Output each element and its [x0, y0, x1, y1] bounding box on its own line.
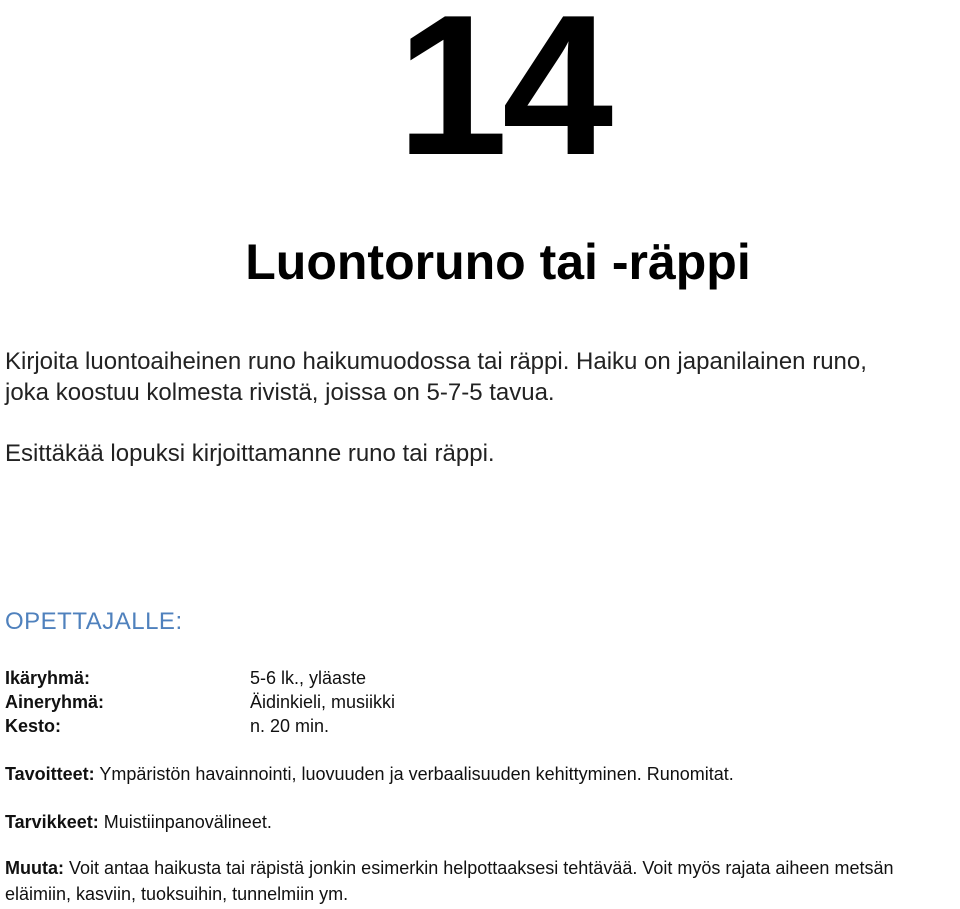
instructions-line-2: joka koostuu kolmesta rivistä, joissa on 5-7-5 tavua. — [5, 379, 555, 406]
instructions — [5, 346, 960, 408]
info-label: Ikäryhmä: — [5, 668, 91, 688]
other-label: Muuta: — [5, 858, 64, 878]
materials-label: Tarvikkeet: — [5, 812, 99, 832]
info-row-duration — [5, 714, 395, 738]
other-value: Voit antaa haikusta tai räpistä jonkin esimerkin helpottaaksesi tehtävää. Voit myös rajata aiheen metsän eläimiin, kasviin, tuoksuihin, tunnelmiin ym. — [5, 858, 894, 904]
goals-paragraph — [5, 761, 960, 787]
presentation-instruction: Esittäkää lopuksi kirjoittamanne runo tai räppi. — [5, 440, 495, 467]
instructions-line-1: Kirjoita luontoaiheinen runo haikumuodossa tai räppi. Haiku on japanilainen runo, — [5, 348, 867, 375]
info-row-subject-group — [5, 690, 395, 714]
info-value: Äidinkieli, musiikki — [250, 692, 396, 712]
info-row-age-group — [5, 666, 395, 690]
info-label: Aineryhmä: — [5, 692, 105, 712]
teacher-section-heading: OPETTAJALLE: — [5, 608, 183, 635]
teacher-info-table — [5, 666, 395, 738]
other-paragraph — [5, 855, 960, 907]
info-value: 5-6 lk., yläaste — [250, 668, 367, 688]
materials-value: Muistiinpanovälineet. — [103, 812, 272, 832]
info-value: n. 20 min. — [250, 716, 330, 736]
goals-value: Ympäristön havainnointi, luovuuden ja verbaalisuuden kehittyminen. Runomitat. — [99, 764, 734, 784]
goals-label: Tavoitteet: — [5, 764, 95, 784]
page-number: 14 — [396, 0, 608, 197]
materials-paragraph — [5, 809, 960, 835]
info-label: Kesto: — [5, 716, 62, 736]
page-title: Luontoruno tai -räppi — [245, 234, 751, 290]
